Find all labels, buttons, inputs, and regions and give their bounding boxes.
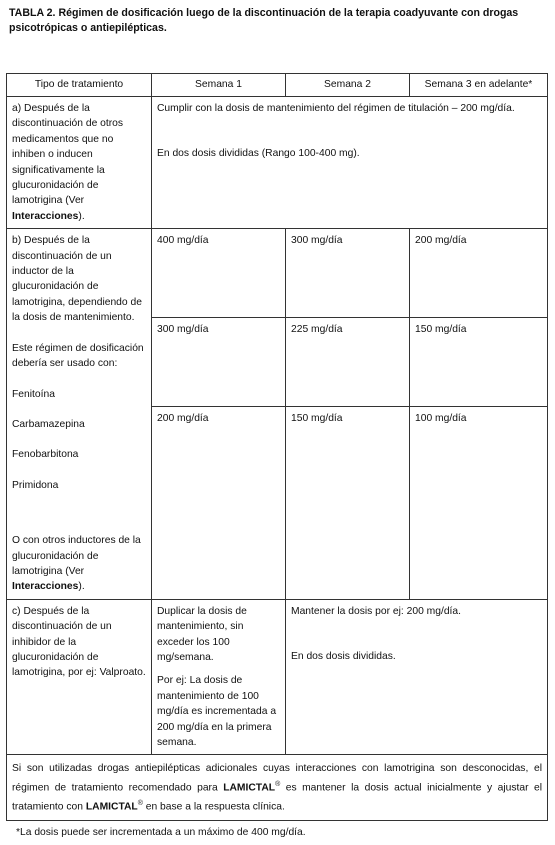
- footnote: *La dosis puede ser incrementada a un máximo de 400 mg/día.: [16, 827, 306, 838]
- dose-cell: 300 mg/día: [286, 229, 410, 318]
- row-c-w1-p1: Duplicar la dosis de mantenimiento, sin exceder los 100 mg/semana.: [157, 605, 247, 663]
- note-brand-2: LAMICTAL: [85, 801, 138, 813]
- row-b-type-p1: b) Después de la discontinuación de un inductor de la glucuronidación de lamotrigina, dependiendo de la dosis de mantenimiento.: [12, 235, 142, 324]
- dosing-table: [6, 73, 548, 821]
- dose-cell: 300 mg/día: [152, 318, 286, 407]
- note-registered-2: ®: [137, 799, 143, 807]
- header-treatment-type: Tipo de tratamiento: [7, 74, 152, 97]
- header-row: [7, 74, 548, 97]
- row-b-type-p3: O con otros inductores de la glucuronidación de lamotrigina (Ver: [12, 535, 141, 577]
- row-b-type-p2: Este régimen de dosificación debería ser usado con:: [12, 342, 144, 370]
- row-b-type: [7, 229, 152, 600]
- row-c-w2-p2: En dos dosis divididas.: [291, 651, 396, 663]
- note-text-3: en base a la respuesta clínica.: [142, 801, 285, 813]
- row-b-drug-2: Carbamazepina: [12, 418, 85, 430]
- row-a-type: [7, 97, 152, 229]
- note-brand-1: LAMICTAL: [223, 782, 276, 794]
- note-registered-1: ®: [275, 780, 281, 788]
- dose-cell: 100 mg/día: [410, 407, 548, 600]
- row-a-line1: Cumplir con la dosis de mantenimiento del régimen de titulación – 200 mg/día.: [157, 103, 515, 114]
- table-row-note: [7, 755, 548, 821]
- row-b-type-end: ).: [78, 581, 85, 593]
- dose-cell: 200 mg/día: [152, 407, 286, 600]
- header-week-3: Semana 3 en adelante*: [410, 74, 548, 97]
- row-b-drug-3: Fenobarbitona: [12, 449, 79, 461]
- dose-cell: 150 mg/día: [286, 407, 410, 600]
- row-a-type-text: a) Después de la discontinuación de otros medicamentos que no inhiben o inducen significativamente la glucuronidación de lamotrigina (Ver: [12, 103, 124, 207]
- row-a-line2: En dos dosis divididas (Rango 100-400 mg).: [157, 148, 360, 160]
- table-label: TABLA 2.: [9, 7, 56, 19]
- row-c-w2-p1: Mantener la dosis por ej: 200 mg/día.: [291, 605, 461, 617]
- dose-cell: 200 mg/día: [410, 229, 548, 318]
- row-b-drug-1: Fenitoína: [12, 388, 55, 400]
- dose-cell: 400 mg/día: [152, 229, 286, 318]
- row-c-week-2-onward: [286, 599, 548, 755]
- header-week-1: Semana 1: [152, 74, 286, 97]
- note-text-2: es mantener la dosis actual inicialmente y ajustar el tratamiento con: [12, 782, 543, 813]
- header-week-2: Semana 2: [286, 74, 410, 97]
- table-title: [9, 6, 549, 36]
- row-a-type-end: ).: [78, 210, 85, 222]
- row-a-dose: [152, 97, 548, 229]
- row-c-type: c) Después de la discontinuación de un inhibidor de la glucuronidación de lamotrigina, por ej: Valproato.: [7, 599, 152, 755]
- row-b-interactions-ref: Interacciones: [12, 581, 79, 593]
- row-b-drug-4: Primidona: [12, 479, 59, 491]
- row-a-interactions-ref: Interacciones: [12, 210, 79, 222]
- table-caption: Régimen de dosificación luego de la discontinuación de la terapia coadyuvante con drogas psicotrópicas o antiepilépticas.: [9, 7, 519, 34]
- note-text-1: Si son utilizadas drogas antiepilépticas adicionales cuyas interacciones con lamotrigina son desconocidas, el régimen de tratamiento recomendado para: [12, 763, 542, 794]
- dose-cell: 225 mg/día: [286, 318, 410, 407]
- table-row-a: [7, 97, 548, 229]
- note-cell: [7, 755, 548, 821]
- row-c-w1-p2: Por ej: La dosis de mantenimiento de 100 mg/día es incrementada a 200 mg/día en la primera semana.: [157, 675, 277, 748]
- table-row-c: [7, 599, 548, 755]
- dose-cell: 150 mg/día: [410, 318, 548, 407]
- table-row-b1: [7, 229, 548, 318]
- row-c-week-1: [152, 599, 286, 755]
